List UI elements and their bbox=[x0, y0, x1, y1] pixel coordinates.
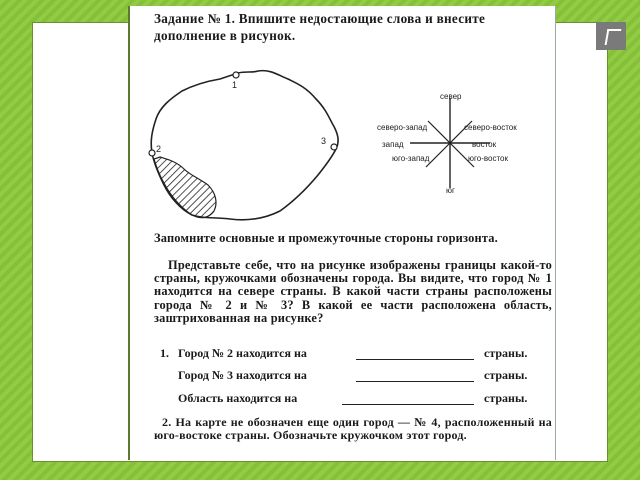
compass-south-label: юг bbox=[446, 186, 455, 195]
compass-northwest-label: северо-запад bbox=[377, 123, 428, 132]
compass-southwest-label: юго-запад bbox=[392, 154, 430, 163]
q1-number: 1. bbox=[160, 346, 169, 360]
q1-region-suffix: страны. bbox=[484, 391, 528, 405]
question-2: 2. На карте не обозначен еще один город — № 4, расположенный на юго-востоке страны. Обозначьте кружочком этот город. bbox=[154, 415, 552, 442]
slide-corner-icon bbox=[596, 22, 626, 50]
hatched-region bbox=[154, 157, 216, 218]
city-1-marker bbox=[233, 72, 239, 78]
compass-north-label: север bbox=[440, 92, 462, 101]
paragraph-task: Представьте себе, что на рисунке изображены границы какой-то страны, кружочками обозначены города. Вы видите, что город № 1 находится на севере страны. В какой части страны расположены города № 2 и № 3? В какой ее части расположена область, заштрихованная на рисунке? bbox=[154, 258, 552, 325]
task-title: Задание № 1. Впишите недостающие слова и внесите дополнение в рисунок. bbox=[154, 11, 486, 43]
city-2-marker bbox=[149, 150, 155, 156]
city-3-marker bbox=[331, 144, 337, 150]
q1-region-answer-line[interactable] bbox=[342, 404, 474, 405]
worksheet-page bbox=[128, 6, 556, 460]
q1-city2-answer-line[interactable] bbox=[356, 359, 474, 360]
q1-city2-prefix: Город № 2 находится на bbox=[178, 346, 307, 360]
q1-city2-suffix: страны. bbox=[484, 346, 528, 360]
compass-west-label: запад bbox=[382, 140, 404, 149]
q1-city3-prefix: Город № 3 находится на bbox=[178, 368, 307, 382]
compass-northeast-label: северо-восток bbox=[464, 123, 517, 132]
paragraph-remember: Запомните основные и промежуточные стороны горизонта. bbox=[154, 231, 498, 245]
country-map bbox=[130, 61, 370, 231]
compass-southeast-label: юго-восток bbox=[468, 154, 508, 163]
city-1-label: 1 bbox=[232, 80, 238, 90]
q1-city3-answer-line[interactable] bbox=[356, 381, 474, 382]
q1-city3-suffix: страны. bbox=[484, 368, 528, 382]
compass-east-label: восток bbox=[472, 140, 497, 149]
city-3-label: 3 bbox=[321, 136, 327, 146]
q1-region-prefix: Область находится на bbox=[178, 391, 298, 405]
city-2-label: 2 bbox=[156, 144, 162, 154]
